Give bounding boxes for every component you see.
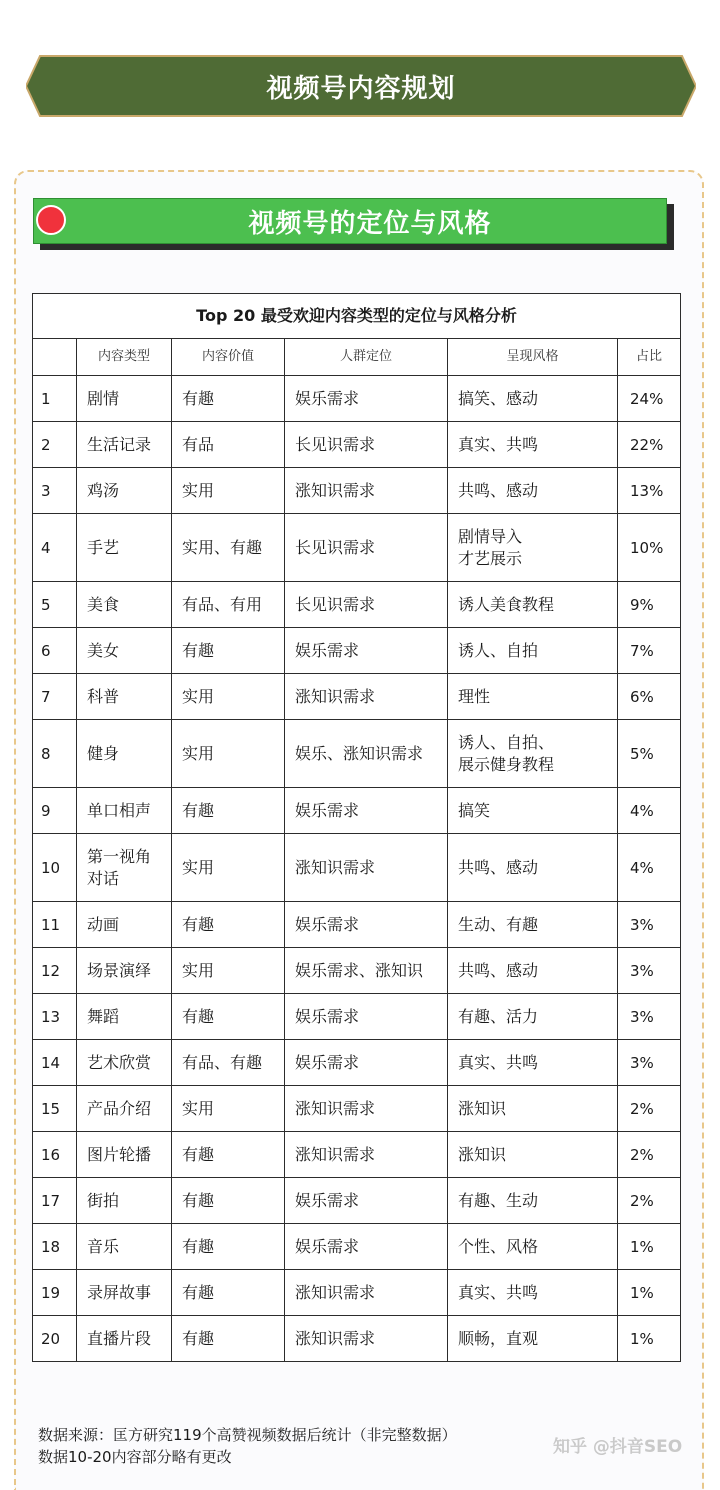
cell-row-index: 8 [33, 720, 77, 788]
cell-audience: 长见识需求 [285, 582, 448, 628]
cell-content-type: 科普 [77, 674, 172, 720]
cell-audience: 长见识需求 [285, 514, 448, 582]
cell-content-type: 舞蹈 [77, 994, 172, 1040]
cell-share: 22% [618, 422, 681, 468]
table-row [33, 376, 681, 422]
table-body [33, 376, 681, 1362]
cell-style: 有趣、生动 [448, 1178, 618, 1224]
cell-content-value: 有品、有趣 [172, 1040, 285, 1086]
cell-style: 理性 [448, 674, 618, 720]
cell-content-value: 有趣 [172, 994, 285, 1040]
table-row [33, 902, 681, 948]
column-header: 占比 [618, 339, 681, 376]
table-row [33, 1178, 681, 1224]
cell-content-value: 有趣 [172, 1316, 285, 1362]
cell-content-type: 单口相声 [77, 788, 172, 834]
content-type-table [32, 293, 681, 1362]
cell-share: 4% [618, 788, 681, 834]
table-row [33, 1132, 681, 1178]
cell-audience: 娱乐需求 [285, 1040, 448, 1086]
cell-row-index: 1 [33, 376, 77, 422]
cell-content-type: 街拍 [77, 1178, 172, 1224]
cell-audience: 长见识需求 [285, 422, 448, 468]
cell-style: 真实、共鸣 [448, 1040, 618, 1086]
cell-style: 真实、共鸣 [448, 1270, 618, 1316]
table-header-row [33, 339, 681, 376]
cell-content-value: 实用、有趣 [172, 514, 285, 582]
cell-content-value: 有趣 [172, 1224, 285, 1270]
cell-share: 9% [618, 582, 681, 628]
cell-row-index: 9 [33, 788, 77, 834]
cell-audience: 涨知识需求 [285, 468, 448, 514]
table-row [33, 788, 681, 834]
cell-content-value: 实用 [172, 674, 285, 720]
cell-content-value: 有趣 [172, 376, 285, 422]
cell-row-index: 6 [33, 628, 77, 674]
cell-style: 涨知识 [448, 1086, 618, 1132]
cell-share: 24% [618, 376, 681, 422]
cell-content-type: 剧情 [77, 376, 172, 422]
cell-content-value: 有趣 [172, 788, 285, 834]
cell-content-value: 实用 [172, 948, 285, 994]
cell-row-index: 7 [33, 674, 77, 720]
table-row [33, 720, 681, 788]
cell-row-index: 17 [33, 1178, 77, 1224]
cell-audience: 涨知识需求 [285, 674, 448, 720]
cell-audience: 涨知识需求 [285, 1316, 448, 1362]
cell-style: 剧情导入 才艺展示 [448, 514, 618, 582]
cell-audience: 娱乐需求 [285, 994, 448, 1040]
cell-row-index: 18 [33, 1224, 77, 1270]
cell-content-type: 手艺 [77, 514, 172, 582]
cell-content-type: 录屏故事 [77, 1270, 172, 1316]
table-row [33, 834, 681, 902]
section-title: 视频号的定位与风格 [248, 208, 492, 239]
cell-content-value: 实用 [172, 720, 285, 788]
cell-share: 1% [618, 1224, 681, 1270]
cell-share: 3% [618, 1040, 681, 1086]
top-banner [26, 50, 696, 122]
footnote-note: 数据10-20内容部分略有更改 [38, 1448, 232, 1466]
cell-row-index: 13 [33, 994, 77, 1040]
cell-audience: 娱乐需求 [285, 376, 448, 422]
cell-content-type: 生活记录 [77, 422, 172, 468]
footnote-source: 数据来源：匡方研究119个高赞视频数据后统计（非完整数据） [38, 1426, 457, 1444]
cell-row-index: 16 [33, 1132, 77, 1178]
cell-content-value: 有趣 [172, 1270, 285, 1316]
table-row [33, 582, 681, 628]
column-header [33, 339, 77, 376]
cell-row-index: 2 [33, 422, 77, 468]
cell-share: 4% [618, 834, 681, 902]
cell-audience: 娱乐需求、涨知识 [285, 948, 448, 994]
table-row [33, 1224, 681, 1270]
cell-style: 涨知识 [448, 1132, 618, 1178]
cell-content-type: 鸡汤 [77, 468, 172, 514]
cell-content-value: 有趣 [172, 902, 285, 948]
cell-share: 13% [618, 468, 681, 514]
table-row [33, 422, 681, 468]
table-row [33, 1316, 681, 1362]
cell-row-index: 11 [33, 902, 77, 948]
cell-content-type: 第一视角 对话 [77, 834, 172, 902]
cell-audience: 涨知识需求 [285, 1270, 448, 1316]
cell-content-type: 产品介绍 [77, 1086, 172, 1132]
table-row [33, 1040, 681, 1086]
cell-audience: 娱乐需求 [285, 1224, 448, 1270]
cell-content-value: 实用 [172, 1086, 285, 1132]
footnote [38, 1424, 558, 1468]
cell-share: 6% [618, 674, 681, 720]
cell-row-index: 3 [33, 468, 77, 514]
cell-share: 1% [618, 1270, 681, 1316]
cell-content-value: 有趣 [172, 1178, 285, 1224]
cell-style: 真实、共鸣 [448, 422, 618, 468]
cell-content-type: 音乐 [77, 1224, 172, 1270]
column-header: 内容价值 [172, 339, 285, 376]
column-header: 人群定位 [285, 339, 448, 376]
cell-row-index: 14 [33, 1040, 77, 1086]
cell-row-index: 19 [33, 1270, 77, 1316]
cell-content-type: 美食 [77, 582, 172, 628]
cell-content-type: 直播片段 [77, 1316, 172, 1362]
cell-audience: 涨知识需求 [285, 1086, 448, 1132]
cell-style: 共鸣、感动 [448, 948, 618, 994]
table-row [33, 948, 681, 994]
cell-content-type: 动画 [77, 902, 172, 948]
cell-audience: 娱乐需求 [285, 788, 448, 834]
watermark: 知乎 @抖音SEO [553, 1437, 683, 1457]
table-caption: Top 20 最受欢迎内容类型的定位与风格分析 [33, 294, 681, 339]
cell-audience: 娱乐需求 [285, 1178, 448, 1224]
cell-content-type: 场景演绎 [77, 948, 172, 994]
cell-row-index: 15 [33, 1086, 77, 1132]
cell-audience: 涨知识需求 [285, 834, 448, 902]
table-row [33, 1086, 681, 1132]
table-row [33, 514, 681, 582]
cell-style: 搞笑、感动 [448, 376, 618, 422]
table-row [33, 994, 681, 1040]
cell-content-value: 有品、有用 [172, 582, 285, 628]
cell-share: 7% [618, 628, 681, 674]
cell-content-value: 有趣 [172, 628, 285, 674]
table-row [33, 1270, 681, 1316]
column-header: 呈现风格 [448, 339, 618, 376]
cell-row-index: 20 [33, 1316, 77, 1362]
table-row [33, 628, 681, 674]
cell-style: 有趣、活力 [448, 994, 618, 1040]
table-row [33, 468, 681, 514]
cell-row-index: 5 [33, 582, 77, 628]
banner-title: 视频号内容规划 [266, 73, 456, 104]
cell-content-type: 健身 [77, 720, 172, 788]
cell-audience: 涨知识需求 [285, 1132, 448, 1178]
table-row [33, 674, 681, 720]
cell-style: 生动、有趣 [448, 902, 618, 948]
cell-share: 2% [618, 1132, 681, 1178]
cell-share: 2% [618, 1178, 681, 1224]
cell-style: 诱人、自拍、 展示健身教程 [448, 720, 618, 788]
cell-style: 共鸣、感动 [448, 468, 618, 514]
cell-audience: 娱乐、涨知识需求 [285, 720, 448, 788]
cell-style: 搞笑 [448, 788, 618, 834]
cell-audience: 娱乐需求 [285, 628, 448, 674]
cell-audience: 娱乐需求 [285, 902, 448, 948]
cell-share: 3% [618, 994, 681, 1040]
cell-row-index: 12 [33, 948, 77, 994]
cell-style: 诱人美食教程 [448, 582, 618, 628]
cell-style: 个性、风格 [448, 1224, 618, 1270]
cell-row-index: 10 [33, 834, 77, 902]
cell-row-index: 4 [33, 514, 77, 582]
cell-content-value: 实用 [172, 834, 285, 902]
cell-share: 10% [618, 514, 681, 582]
cell-share: 2% [618, 1086, 681, 1132]
cell-content-type: 艺术欣赏 [77, 1040, 172, 1086]
cell-content-value: 实用 [172, 468, 285, 514]
cell-content-type: 美女 [77, 628, 172, 674]
cell-share: 5% [618, 720, 681, 788]
cell-share: 3% [618, 948, 681, 994]
cell-style: 共鸣、感动 [448, 834, 618, 902]
cell-share: 1% [618, 1316, 681, 1362]
cell-content-value: 有趣 [172, 1132, 285, 1178]
cell-content-type: 图片轮播 [77, 1132, 172, 1178]
cell-style: 顺畅，直观 [448, 1316, 618, 1362]
cell-style: 诱人、自拍 [448, 628, 618, 674]
column-header: 内容类型 [77, 339, 172, 376]
cell-content-value: 有品 [172, 422, 285, 468]
cell-share: 3% [618, 902, 681, 948]
